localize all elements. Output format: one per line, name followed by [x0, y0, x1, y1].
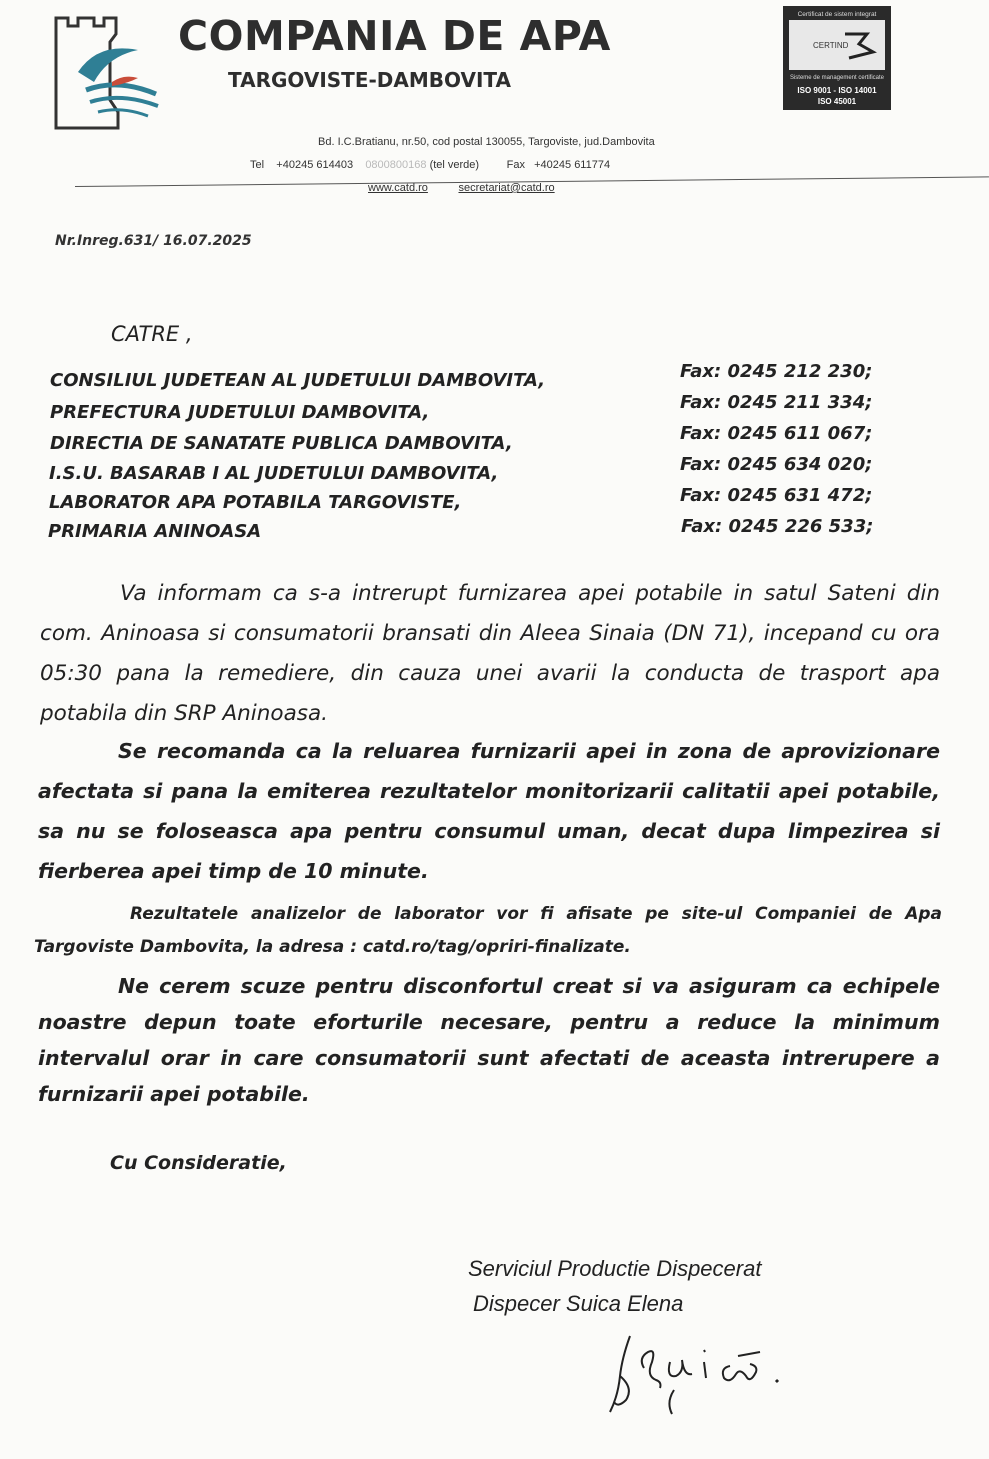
- recipient-fax: Fax: 0245 634 020;: [680, 454, 873, 475]
- recipient-name: CONSILIUL JUDETEAN AL JUDETULUI DAMBOVITA,: [50, 370, 546, 391]
- apology-paragraph: Ne cerem scuze pentru disconfortul creat si va asiguram ca echipele noastre depun toate eforturile necesare, pentru a reduce la minimum intervalul orar in care consumatorii sunt afectati de aceasta intrerupere a furnizarii apei potabile.: [38, 974, 940, 1106]
- recipient-fax: Fax: 0245 211 334;: [680, 392, 873, 413]
- tel-number: +40245 614403: [276, 159, 354, 171]
- website-link[interactable]: www.catd.ro: [368, 182, 428, 194]
- green-line-label: (tel verde): [429, 159, 480, 171]
- cert-caption: Sisteme de management certificate: [789, 75, 885, 81]
- notice-paragraph: Va informam ca s-a intrerupt furnizarea apei potabile in satul Sateni din com. Aninoasa si consumatorii bransati din Aleea Sinaia (DN 71), incepand cu ora 05:30 pana la remediere, din cauza unei avarii la conducta de trasport apa potabila din SRP Aninoasa.: [40, 581, 940, 726]
- green-line-number: 0800800168: [365, 159, 427, 171]
- company-address: Bd. I.C.Bratianu, nr.50, cod postal 130055, Targoviste, jud.Dambovita: [318, 136, 655, 148]
- company-city: TARGOVISTE-DAMBOVITA: [228, 68, 511, 92]
- web-line: [368, 182, 555, 194]
- recipient-name: DIRECTIA DE SANATATE PUBLICA DAMBOVITA,: [50, 433, 513, 454]
- recipient-name: PRIMARIA ANINOASA: [48, 521, 262, 542]
- recipient-fax: Fax: 0245 226 533;: [681, 516, 874, 537]
- recipient-fax: Fax: 0245 631 472;: [680, 485, 873, 506]
- email-link[interactable]: secretariat@catd.ro: [458, 182, 555, 194]
- lab-results-paragraph: Rezultatele analizelor de laborator vor fi afisate pe site-ul Companiei de Apa Targoviste Dambovita, la adresa : catd.ro/tag/opriri-finalizate.: [34, 904, 942, 957]
- cert-top-text: Certificat de sistem integrat: [797, 11, 877, 18]
- fax-label: Fax: [506, 159, 525, 171]
- company-logo: [48, 12, 168, 134]
- recipient-name: LABORATOR APA POTABILA TARGOVISTE,: [49, 492, 462, 513]
- recipient-fax: Fax: 0245 212 230;: [680, 361, 873, 382]
- certification-badge: [783, 6, 891, 110]
- tel-label: Tel: [250, 159, 265, 171]
- recipient-name: I.S.U. BASARAB I AL JUDETULUI DAMBOVITA,: [49, 463, 499, 484]
- registration-number: Nr.Inreg.631/ 16.07.2025: [55, 233, 252, 249]
- recipient-name: PREFECTURA JUDETULUI DAMBOVITA,: [50, 402, 430, 423]
- to-label: CATRE ,: [111, 322, 193, 346]
- contact-line: [250, 159, 610, 171]
- handwritten-signature: [600, 1318, 800, 1428]
- signatory-name: Dispecer Suica Elena: [473, 1291, 684, 1316]
- closing-salutation: Cu Consideratie,: [110, 1152, 287, 1174]
- company-name: COMPANIA DE APA: [178, 12, 611, 60]
- cert-standard-extra: ISO 45001: [817, 97, 857, 106]
- signatory-department: Serviciul Productie Dispecerat: [468, 1256, 762, 1281]
- recommendation-paragraph: Se recomanda ca la reluarea furnizarii apei in zona de aprovizionare afectata si pana la emiterea rezultatelor monitorizarii calitatii apei potabile, sa nu se foloseasca apa pentru consumul uman, decat dupa limpezirea si fierberea apei timp de 10 minute.: [38, 739, 940, 883]
- fax-number: +40245 611774: [534, 159, 611, 171]
- recipient-fax: Fax: 0245 611 067;: [680, 423, 873, 444]
- cert-brand: CERTIND: [813, 41, 849, 50]
- cert-standards: ISO 9001 - ISO 14001: [797, 86, 877, 95]
